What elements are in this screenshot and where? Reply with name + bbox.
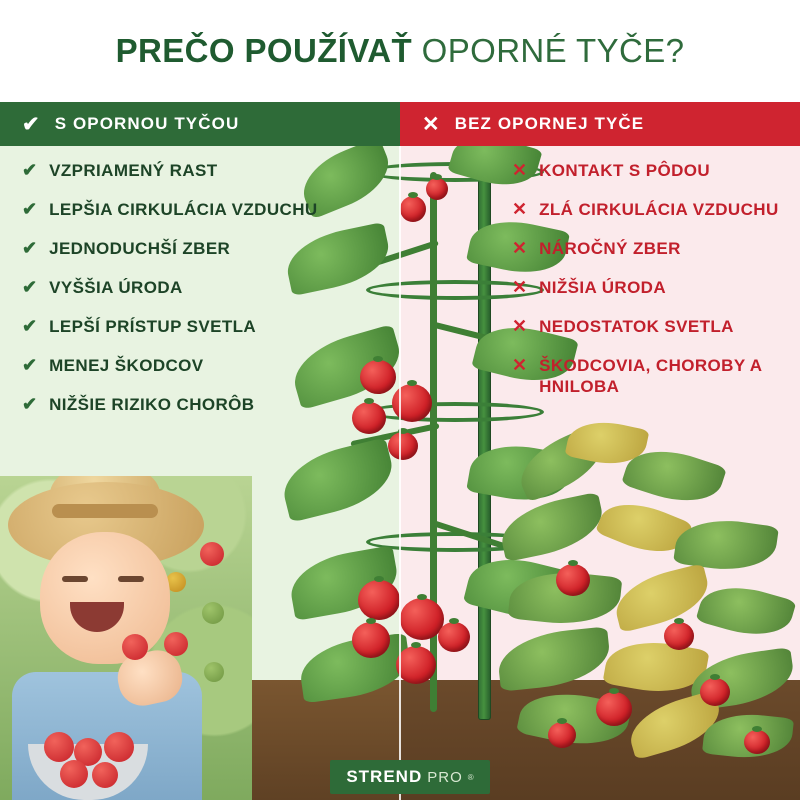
cross-icon: ✕	[422, 112, 441, 136]
list-item-label: MENEJ ŠKODCOV	[49, 356, 204, 375]
list-item	[22, 277, 330, 298]
tomato	[556, 564, 590, 596]
sprawl-leaf	[496, 492, 608, 563]
brand-suffix: PRO	[427, 768, 463, 786]
list-item	[512, 316, 800, 337]
tomato	[200, 542, 224, 566]
tomato	[360, 360, 396, 394]
list-item-label: LEPŠÍ PRÍSTUP SVETLA	[49, 317, 257, 336]
cross-icon: ✕	[512, 238, 528, 258]
sprawl-leaf-yellow	[610, 563, 715, 633]
check-icon: ✔	[22, 199, 38, 219]
list-item-label: ŠKODCOVIA, CHOROBY A HNILOBA	[539, 356, 762, 396]
right-header-band	[400, 102, 800, 146]
left-header-band	[0, 102, 400, 146]
tomato	[60, 760, 88, 788]
list-item	[22, 394, 330, 415]
tomato	[44, 732, 74, 762]
list-item	[512, 277, 800, 298]
tomato	[548, 722, 576, 748]
cross-icon: ✕	[512, 277, 528, 297]
check-icon: ✔	[22, 160, 38, 180]
tomato	[352, 402, 386, 434]
hat-band	[52, 504, 158, 518]
title-bar	[0, 0, 800, 102]
list-item	[512, 238, 800, 259]
list-item	[512, 199, 800, 220]
tomato	[204, 662, 224, 682]
tomato	[352, 622, 390, 658]
eye	[118, 576, 144, 582]
tomato	[388, 432, 418, 460]
list-item	[22, 199, 330, 220]
tomato	[700, 678, 730, 706]
list-item	[512, 355, 800, 397]
boy-eating-tomato-photo	[0, 476, 252, 800]
tomato	[664, 622, 694, 650]
cross-icon: ✕	[512, 160, 528, 180]
eye	[62, 576, 88, 582]
trademark-symbol: ®	[467, 772, 474, 782]
tomato	[396, 646, 436, 684]
list-item	[512, 160, 800, 181]
cross-icon: ✕	[512, 316, 528, 336]
list-item-label: NIŽŠIE RIZIKO CHORÔB	[49, 395, 255, 414]
sprawl-leaf	[695, 576, 796, 646]
check-icon: ✔	[22, 394, 38, 414]
check-icon: ✔	[22, 112, 41, 136]
list-item-label: VZPRIAMENÝ RAST	[49, 161, 218, 180]
list-item-label: NIŽŠIA ÚRODA	[539, 278, 667, 297]
left-header-label: S OPORNOU TYČOU	[54, 114, 240, 133]
list-item-label: NEDOSTATOK SVETLA	[539, 317, 734, 336]
list-item	[22, 316, 330, 337]
list-item	[22, 238, 330, 259]
right-header-label: BEZ OPORNEJ TYČE	[454, 114, 645, 133]
brand-logo	[330, 760, 490, 794]
list-item	[22, 160, 330, 181]
face	[40, 532, 170, 664]
page-title	[116, 32, 685, 70]
list-item-label: JEDNODUCHŠÍ ZBER	[49, 239, 231, 258]
tomato	[596, 692, 632, 726]
check-icon: ✔	[22, 355, 38, 375]
list-item-label: KONTAKT S PÔDOU	[539, 161, 711, 180]
drawbacks-list	[400, 160, 800, 415]
title-light: OPORNÉ TYČE?	[421, 32, 685, 69]
check-icon: ✔	[22, 316, 38, 336]
benefits-list	[0, 160, 330, 433]
title-strong: PREČO POUŽÍVAŤ	[115, 32, 413, 69]
tomato	[202, 602, 224, 624]
list-item-label: VYŠŠIA ÚRODA	[49, 278, 183, 297]
list-item-label: LEPŠIA CIRKULÁCIA VZDUCHU	[49, 200, 318, 219]
list-item-label: ZLÁ CIRKULÁCIA VZDUCHU	[539, 200, 779, 219]
cross-icon: ✕	[512, 199, 528, 219]
tomato	[92, 762, 118, 788]
leaf	[276, 437, 399, 522]
tomato	[358, 580, 400, 620]
check-icon: ✔	[22, 277, 38, 297]
check-icon: ✔	[22, 238, 38, 258]
brand-name: STREND	[346, 767, 423, 786]
list-item	[22, 355, 330, 376]
held-tomato	[122, 634, 148, 660]
list-item-label: NÁROČNÝ ZBER	[539, 239, 681, 258]
cross-icon: ✕	[512, 355, 528, 375]
tomato	[104, 732, 134, 762]
tomato	[744, 730, 770, 754]
tomato	[438, 622, 470, 652]
